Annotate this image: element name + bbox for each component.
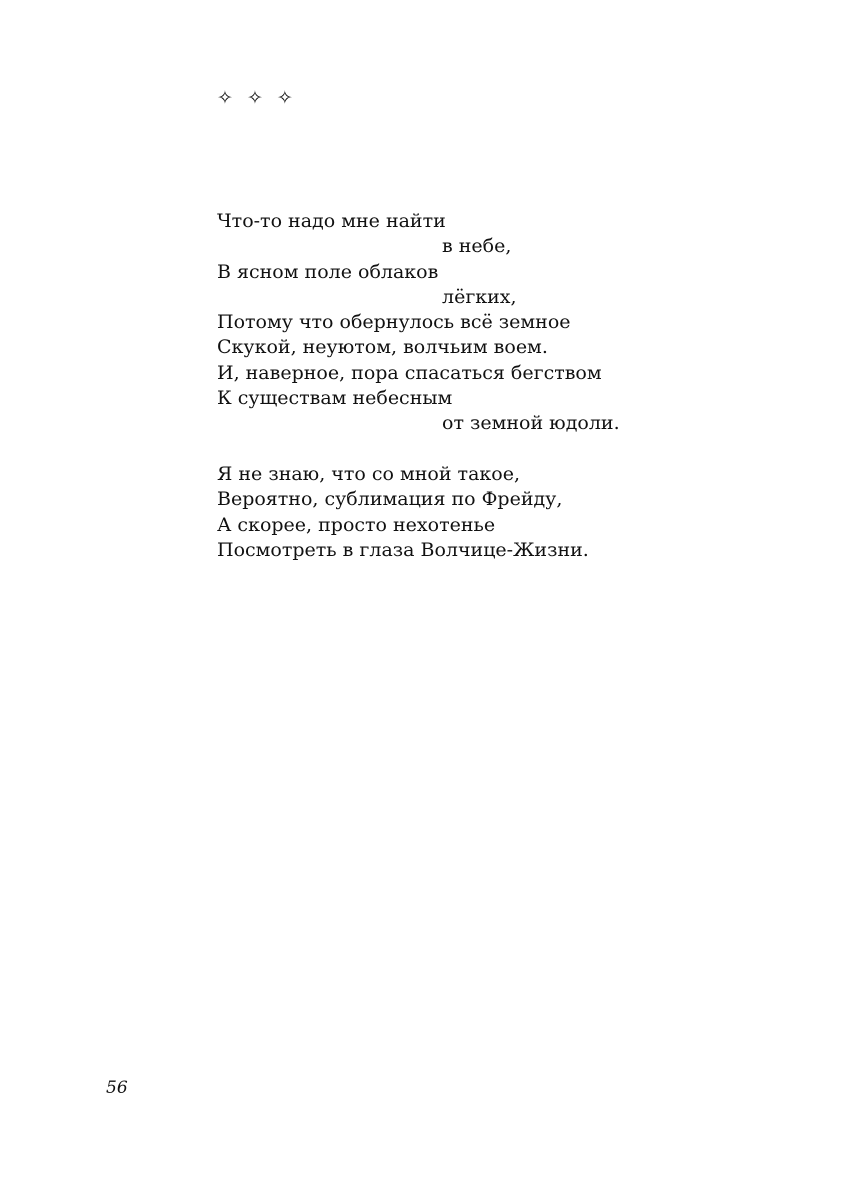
ornament-stars: ✧ ✧ ✧ xyxy=(217,87,297,109)
poem-line: Скукой, неуютом, волчьим воем. xyxy=(217,336,548,359)
poem-line: Вероятно, сублимация по Фрейду, xyxy=(217,488,563,511)
poem-line: Что-то надо мне найти xyxy=(217,210,446,232)
poem-line: Потому что обернулось всё земное xyxy=(217,311,571,334)
poem-line-indented: лёгких, xyxy=(442,285,517,308)
poem-line: К существам небесным xyxy=(217,387,453,410)
poem-line: Я не знаю, что со мной такое, xyxy=(217,462,520,485)
stanza-divider xyxy=(217,437,777,462)
stanza-2 xyxy=(217,462,777,563)
poem-line: И, наверное, пора спасаться бегством xyxy=(217,361,602,384)
poem-line-indented: в небе, xyxy=(442,235,512,258)
stanza-1 xyxy=(217,209,777,437)
poem-line: Посмотреть в глаза Волчице-Жизни. xyxy=(217,538,589,561)
poem-line: А скорее, просто нехотенье xyxy=(217,513,496,536)
page-number: 56 xyxy=(106,1078,128,1098)
poem xyxy=(217,209,777,563)
poem-line-indented: от земной юдоли. xyxy=(442,412,620,435)
poem-line: В ясном поле облаков xyxy=(217,260,439,283)
